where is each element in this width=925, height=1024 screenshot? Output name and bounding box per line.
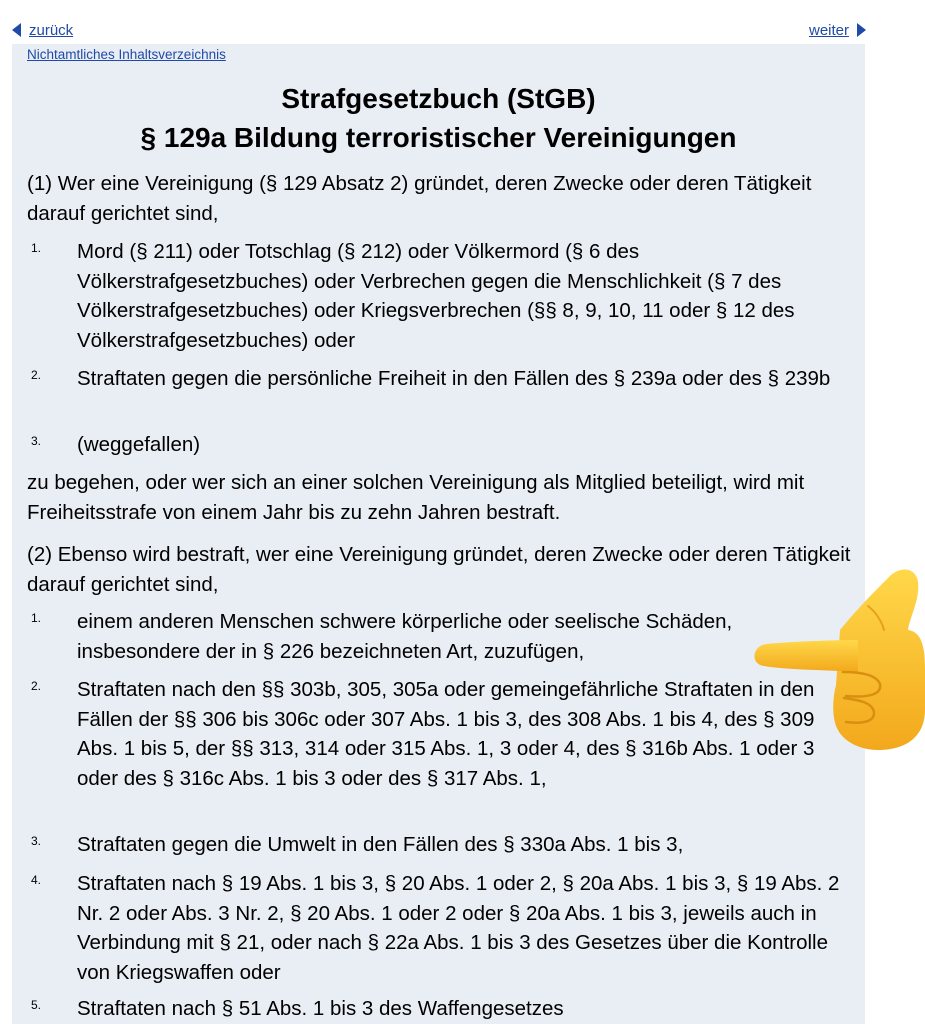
back-link[interactable] (12, 22, 73, 39)
list-item-text: Straftaten nach § 51 Abs. 1 bis 3 des Waffengesetzes (77, 997, 564, 1020)
list-item-number: 1. (31, 241, 42, 255)
list-item-text: Straftaten nach § 19 Abs. 1 bis 3, § 20 Abs. 1 oder 2, § 20a Abs. 1 bis 3, § 19 Abs. 2 Nr. 2 oder Abs. 3 Nr. 2, § 20 Abs. 1 oder 2 oder § 20a Abs. 1 bis 3, jeweils auch in Verbindung mit § 21, oder nach § 22a Abs. 1 bis 3 des Gesetzes über die Kontrolle von Kriegswaffen oder (77, 872, 840, 984)
list-item-text: (weggefallen) (77, 433, 201, 456)
paragraph-2-intro: (2) Ebenso wird bestraft, wer eine Vereinigung gründet, deren Zwecke oder deren Tätigkeit darauf gerichtet sind, (27, 543, 851, 596)
law-content (12, 44, 865, 1024)
paragraph-1-intro: (1) Wer eine Vereinigung (§ 129 Absatz 2) gründet, deren Zwecke oder deren Tätigkeit darauf gerichtet sind, (27, 172, 812, 225)
list-item-number: 5. (31, 998, 42, 1012)
list-item-text: einem anderen Menschen schwere körperliche oder seelische Schäden, insbesondere der in § 226 bezeichneten Art, zuzufügen, (77, 610, 733, 663)
arrow-left-icon (12, 23, 21, 37)
list-item-number: 1. (31, 611, 42, 625)
back-label: zurück (29, 22, 74, 39)
list-item-text: Mord (§ 211) oder Totschlag (§ 212) oder Völkermord (§ 6 des Völkerstrafgesetzbuches) oder Verbrechen gegen die Menschlichkeit (§ 7 des Völkerstrafgesetzbuches) oder Kriegsverbrechen (§§ 8, 9, 10, 11 oder § 12 des Völkerstrafgesetzbuches) oder (77, 240, 795, 352)
list-item-number: 3. (31, 434, 42, 448)
forward-link[interactable] (809, 22, 866, 39)
pointing-left-hand-emoji-icon (748, 560, 925, 750)
section-title: § 129a Bildung terroristischer Vereinigungen (140, 122, 737, 153)
toc-link[interactable]: Nichtamtliches Inhaltsverzeichnis (27, 47, 226, 62)
law-title: Strafgesetzbuch (StGB) (281, 83, 596, 114)
list-item-text: Straftaten nach den §§ 303b, 305, 305a oder gemeingefährliche Straftaten in den Fällen der §§ 306 bis 306c oder 307 Abs. 1 bis 3, des 308 Abs. 1 bis 4, des § 309 Abs. 1 bis 5, der §§ 313, 314 oder 315 Abs. 1, 3 oder 4, des § 316b Abs. 1 oder 3 oder des § 316c Abs. 1 bis 3 oder des § 317 Abs. 1, (77, 678, 815, 790)
list-item-number: 4. (31, 873, 42, 887)
list-item-text: Straftaten gegen die Umwelt in den Fällen des § 330a Abs. 1 bis 3, (77, 833, 684, 856)
top-navigation (0, 18, 870, 44)
list-item-text: Straftaten gegen die persönliche Freiheit in den Fällen des § 239a oder des § 239b (77, 367, 831, 390)
list-item-number: 2. (31, 679, 42, 693)
list-item-number: 3. (31, 834, 42, 848)
paragraph-1-closing: zu begehen, oder wer sich an einer solchen Vereinigung als Mitglied beteiligt, wird mit Freiheitsstrafe von einem Jahr bis zu zehn Jahren bestraft. (27, 471, 805, 524)
forward-label: weiter (808, 22, 849, 39)
arrow-right-icon (857, 23, 866, 37)
list-item-number: 2. (31, 368, 42, 382)
